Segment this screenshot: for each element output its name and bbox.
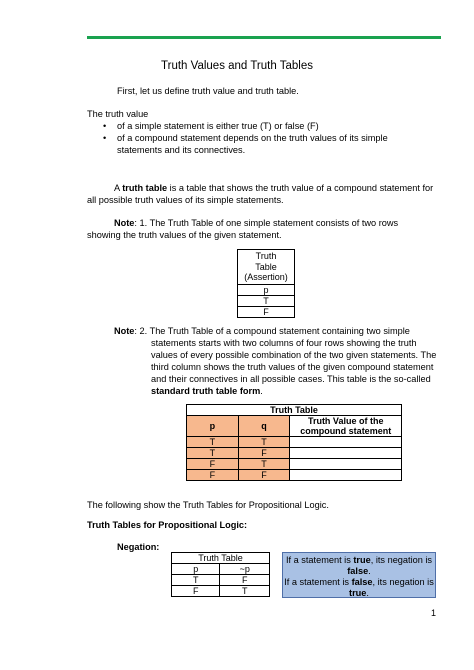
bullet-dot: •: [103, 133, 107, 143]
box-text: , its negation is: [370, 555, 433, 565]
box-line: [283, 566, 435, 577]
negation-label: [117, 542, 159, 554]
negation-explanation-box: [282, 552, 436, 598]
table-cell: T: [238, 437, 290, 448]
note1-text: : 1. The Truth Table of one simple statement consists of two rows: [134, 218, 399, 228]
note2-line-last: [151, 386, 263, 398]
column-header-value: [290, 416, 402, 437]
box-bold: true: [353, 555, 371, 565]
table-cell-empty: [290, 437, 402, 448]
negation-label-text: Negation:: [117, 542, 160, 552]
bullet-text: of a simple statement is either true (T) or false (F): [117, 121, 319, 131]
table-cell: T: [187, 437, 239, 448]
column-header-q: q: [238, 416, 290, 437]
table-cell: p: [238, 284, 295, 295]
header-line: Truth: [255, 251, 277, 261]
top-rule: [87, 36, 441, 39]
table-cell: F: [238, 470, 290, 481]
header-line: compound statement: [300, 426, 392, 436]
note2-text: : 2. The Truth Table of a compound statement containing two simple: [134, 326, 410, 336]
bullet-text: statements and its connectives.: [117, 145, 246, 155]
page-title: Truth Values and Truth Tables: [161, 60, 313, 72]
table-cell-empty: [290, 459, 402, 470]
note2-line: and their connectives in all possible cases. This table is the so-called: [151, 374, 431, 384]
definition-line-2: all possible truth values of its simple statements.: [87, 195, 284, 205]
note2-bold-term: standard truth table form: [151, 386, 261, 396]
table-header: [238, 250, 295, 285]
box-line: [283, 555, 435, 566]
note2-label: Note: [114, 326, 135, 336]
column-header-p: p: [187, 416, 239, 437]
box-line: [283, 577, 435, 588]
note2-line: third column shows the truth values of the given compound statement: [151, 362, 434, 372]
box-text: If a statement is: [284, 577, 352, 587]
table-cell: F: [172, 586, 220, 597]
table-cell: F: [220, 575, 270, 586]
page-number: 1: [431, 608, 437, 618]
note1-line-2: showing the truth values of the given statement.: [87, 230, 282, 240]
table-cell: T: [238, 459, 290, 470]
standard-truth-table: [186, 404, 402, 481]
note2-line: statements starts with two columns of four rows showing the truth: [151, 338, 417, 348]
table-cell: F: [187, 459, 239, 470]
box-bold: false: [351, 577, 373, 587]
negation-truth-table: [171, 552, 270, 597]
definition-line-1: [114, 183, 433, 195]
table-cell: T: [220, 586, 270, 597]
table-title: Truth Table: [172, 553, 270, 564]
box-text: .: [368, 566, 371, 576]
section-subheading: [87, 520, 247, 532]
subheading-text: Truth Tables for Propositional Logic:: [87, 520, 248, 530]
table-cell-empty: [290, 470, 402, 481]
box-bold: false: [347, 566, 369, 576]
table-cell: F: [238, 448, 290, 459]
table-cell: F: [187, 470, 239, 481]
table-cell: T: [238, 295, 295, 306]
following-text: The following show the Truth Tables for Propositional Logic.: [87, 500, 329, 510]
box-text: .: [366, 588, 369, 598]
bullet-item-continuation: [117, 145, 245, 157]
box-text: , its negation is: [372, 577, 434, 587]
assertion-truth-table: [237, 249, 295, 318]
bullet-dot: •: [103, 121, 107, 131]
header-line: (Assertion): [244, 272, 288, 282]
table-title: Truth Table: [187, 405, 402, 416]
box-line: [283, 588, 435, 599]
table-cell: T: [172, 575, 220, 586]
note1-label: Note: [114, 218, 135, 228]
bullet-item: [103, 121, 319, 133]
bullet-item: [103, 133, 388, 145]
header-line: Table: [255, 261, 277, 272]
intro-text: First, let us define truth value and truth table.: [117, 86, 299, 96]
table-cell: F: [238, 306, 295, 317]
header-line: Truth Value of the: [307, 416, 384, 426]
note2-line: values of every possible combination of the two given statements. The: [151, 350, 437, 360]
note2-line-1: [114, 326, 410, 338]
table-cell: T: [187, 448, 239, 459]
note2-end: .: [260, 386, 263, 396]
box-text: If a statement is: [285, 555, 354, 565]
column-header-not-p: ~p: [220, 564, 270, 575]
column-header-p: p: [172, 564, 220, 575]
box-bold: true: [349, 588, 367, 598]
truth-value-heading: The truth value: [87, 109, 149, 119]
bullet-text: of a compound statement depends on the truth values of its simple: [117, 133, 388, 143]
definition-rest: is a table that shows the truth value of a compound statement for: [167, 183, 434, 193]
definition-term: truth table: [122, 183, 168, 193]
table-cell-empty: [290, 448, 402, 459]
definition-pre: A: [114, 183, 123, 193]
note1-line-1: [114, 218, 398, 230]
